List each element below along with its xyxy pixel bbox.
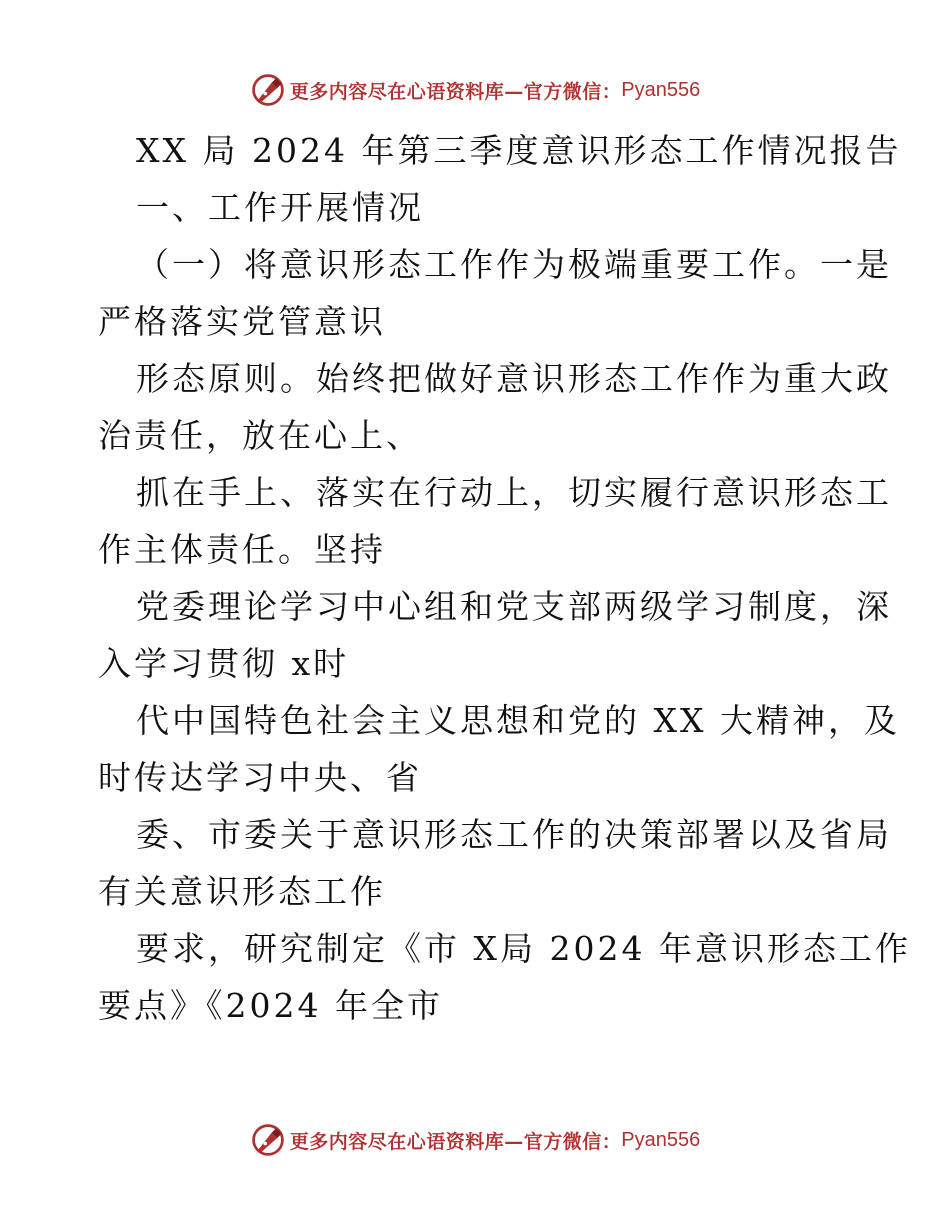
text-line: 有关意识形态工作	[98, 872, 386, 911]
text-line: （一）将意识形态工作作为极端重要工作。一是	[136, 245, 892, 284]
pen-logo-icon	[250, 72, 286, 108]
watermark-wechat-id: Pyan556	[621, 78, 701, 101]
text-line: 作主体责任。坚持	[98, 530, 386, 569]
footer-watermark	[0, 1120, 950, 1160]
text-line: 形态原则。始终把做好意识形态工作作为重大政	[136, 359, 892, 398]
pen-logo-icon	[250, 1122, 286, 1158]
watermark-text: 更多内容尽在心语资料库—官方微信：	[289, 80, 622, 103]
watermark-text: 更多内容尽在心语资料库—官方微信：	[289, 1130, 622, 1153]
text-line: 要求，研究制定《市 X局 2024 年意识形态工作	[136, 929, 911, 968]
section-heading: 一、工作开展情况	[136, 188, 424, 227]
text-line: 委、市委关于意识形态工作的决策部署以及省局	[136, 815, 892, 854]
text-line: 抓在手上、落实在行动上，切实履行意识形态工	[136, 473, 892, 512]
text-line: 入学习贯彻 x时	[98, 644, 350, 683]
text-line: 要点》《2024 年全市	[98, 986, 443, 1025]
watermark-wechat-id: Pyan556	[621, 1128, 701, 1151]
text-line: 党委理论学习中心组和党支部两级学习制度，深	[136, 587, 892, 626]
text-line: 代中国特色社会主义思想和党的 XX 大精神，及	[136, 701, 900, 740]
text-line: 严格落实党管意识	[98, 302, 386, 341]
document-body	[98, 122, 911, 1034]
document-title: XX 局 2024 年第三季度意识形态工作情况报告	[136, 131, 902, 170]
header-watermark	[0, 70, 950, 110]
text-line: 治责任，放在心上、	[98, 416, 422, 455]
text-line: 时传达学习中央、省	[98, 758, 422, 797]
